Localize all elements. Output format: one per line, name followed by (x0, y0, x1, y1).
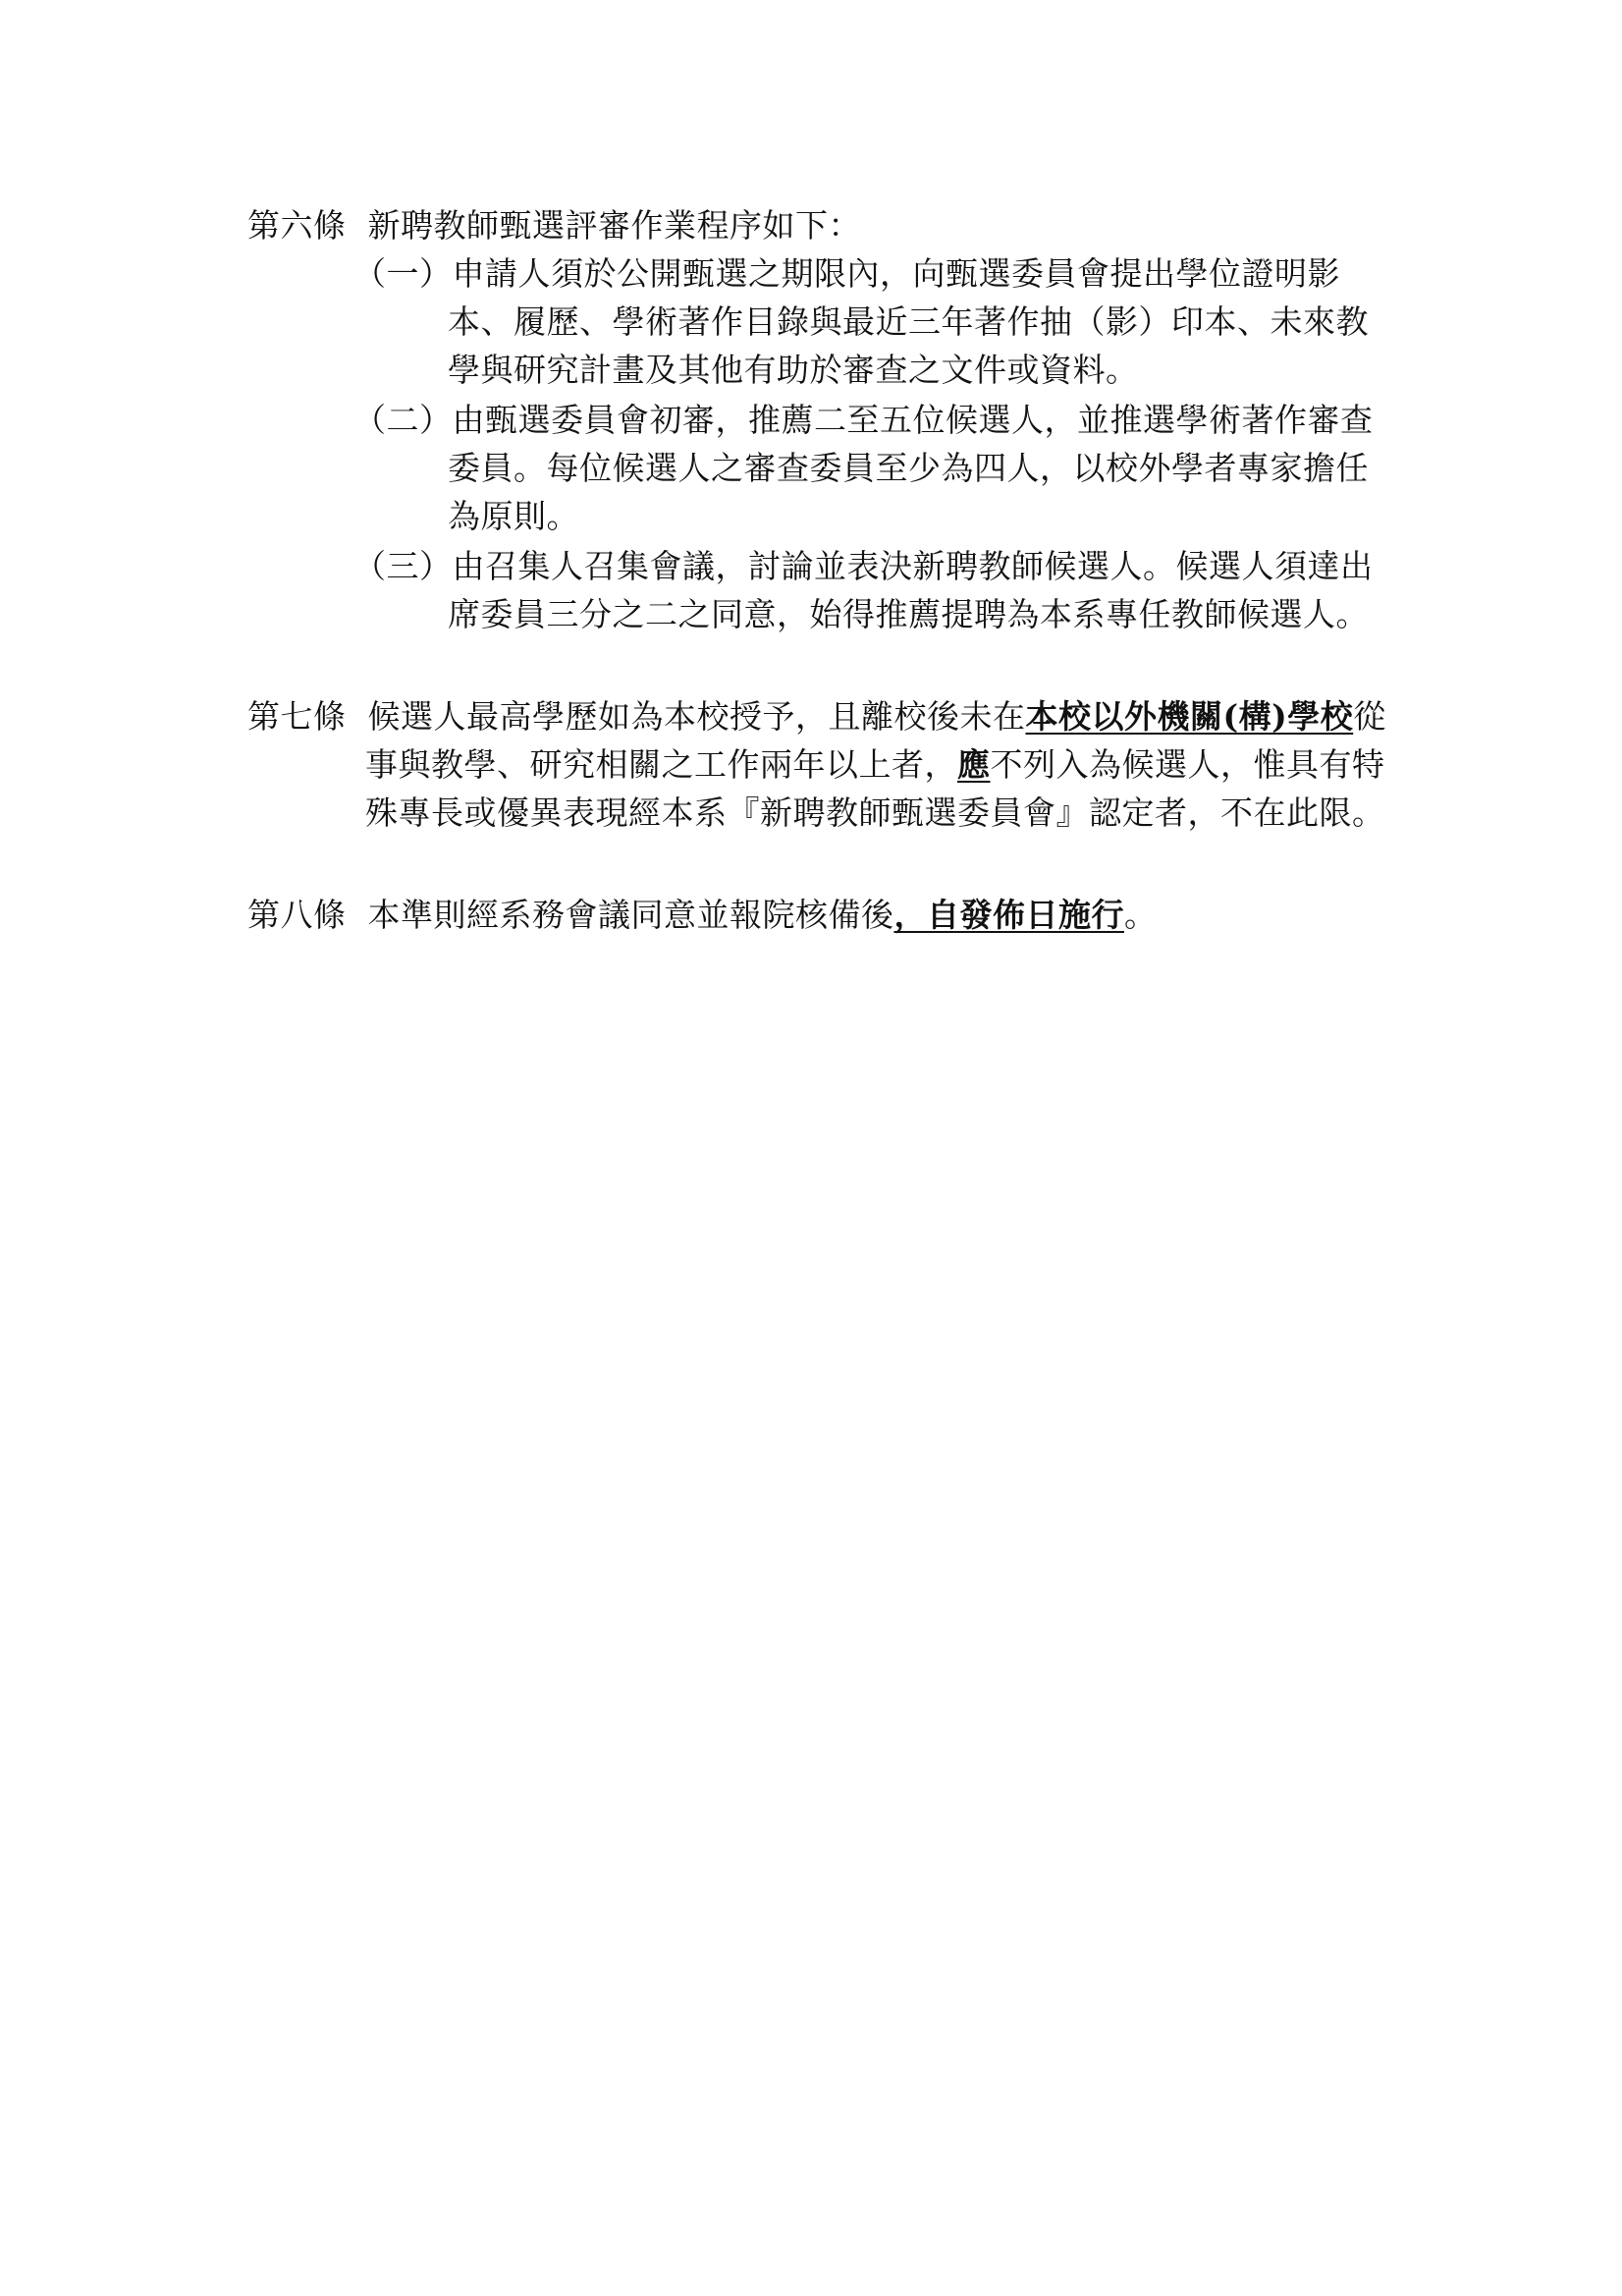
item-text: 由甄選委員會初審，推薦二至五位候選人，並推選學術著作審查 (452, 401, 1374, 439)
article-6-intro: 新聘教師甄選評審作業程序如下： (367, 206, 861, 245)
article-6-item-3-line-2: 席委員三分之二之同意，始得推薦提聘為本系專任教師候選人。 (448, 595, 1369, 633)
emphasized-amendment: 本校以外機關(構)學校 (1025, 697, 1354, 736)
article-6-item-1-line-1 (353, 250, 1340, 298)
article-6-item-3-line-1 (353, 543, 1374, 590)
item-marker: （三） (353, 547, 453, 585)
item-marker: （二） (353, 401, 453, 439)
article-8-text: 本準則經系務會議同意並報院核備後 (367, 896, 894, 934)
article-7-text: 不列入為候選人，惟具有特 (990, 745, 1385, 784)
article-6-item-2-line-2: 委員。每位候選人之審查委員至少為四人，以校外學者專家擔任 (448, 449, 1369, 487)
emphasized-amendment: 應 (957, 745, 991, 784)
item-marker: （一） (353, 254, 453, 293)
article-8-text: 。 (1123, 896, 1158, 934)
article-7-line-3: 殊專長或優異表現經本系『新聘教師甄選委員會』認定者，不在此限。 (365, 793, 1385, 832)
emphasized-amendment: ，自發佈日施行 (893, 896, 1124, 934)
article-7-line-1 (247, 693, 1386, 740)
article-7-text: 候選人最高學歷如為本校授予，且離校後未在 (367, 697, 1026, 736)
article-6-item-1-line-2: 本、履歷、學術著作目錄與最近三年著作抽（影）印本、未來教 (448, 302, 1369, 341)
article-7-text: 事與教學、研究相關之工作兩年以上者， (365, 745, 957, 784)
item-text: 申請人須於公開甄選之期限內，向甄選委員會提出學位證明影 (452, 254, 1340, 293)
article-8-line (247, 892, 1157, 939)
article-7-label: 第七條 (247, 697, 347, 736)
article-8-label: 第八條 (247, 896, 347, 934)
article-7-line-2 (365, 741, 1385, 789)
item-text: 由召集人召集會議，討論並表決新聘教師候選人。候選人須達出 (452, 547, 1374, 585)
article-6-label: 第六條 (247, 206, 347, 245)
article-6-item-2-line-1 (353, 397, 1374, 444)
article-6-heading-line (247, 202, 861, 249)
article-7-text: 從 (1353, 697, 1386, 736)
article-6-item-1-line-3: 學與研究計畫及其他有助於審查之文件或資料。 (448, 351, 1139, 389)
article-6-item-2-line-3: 為原則。 (448, 497, 579, 535)
